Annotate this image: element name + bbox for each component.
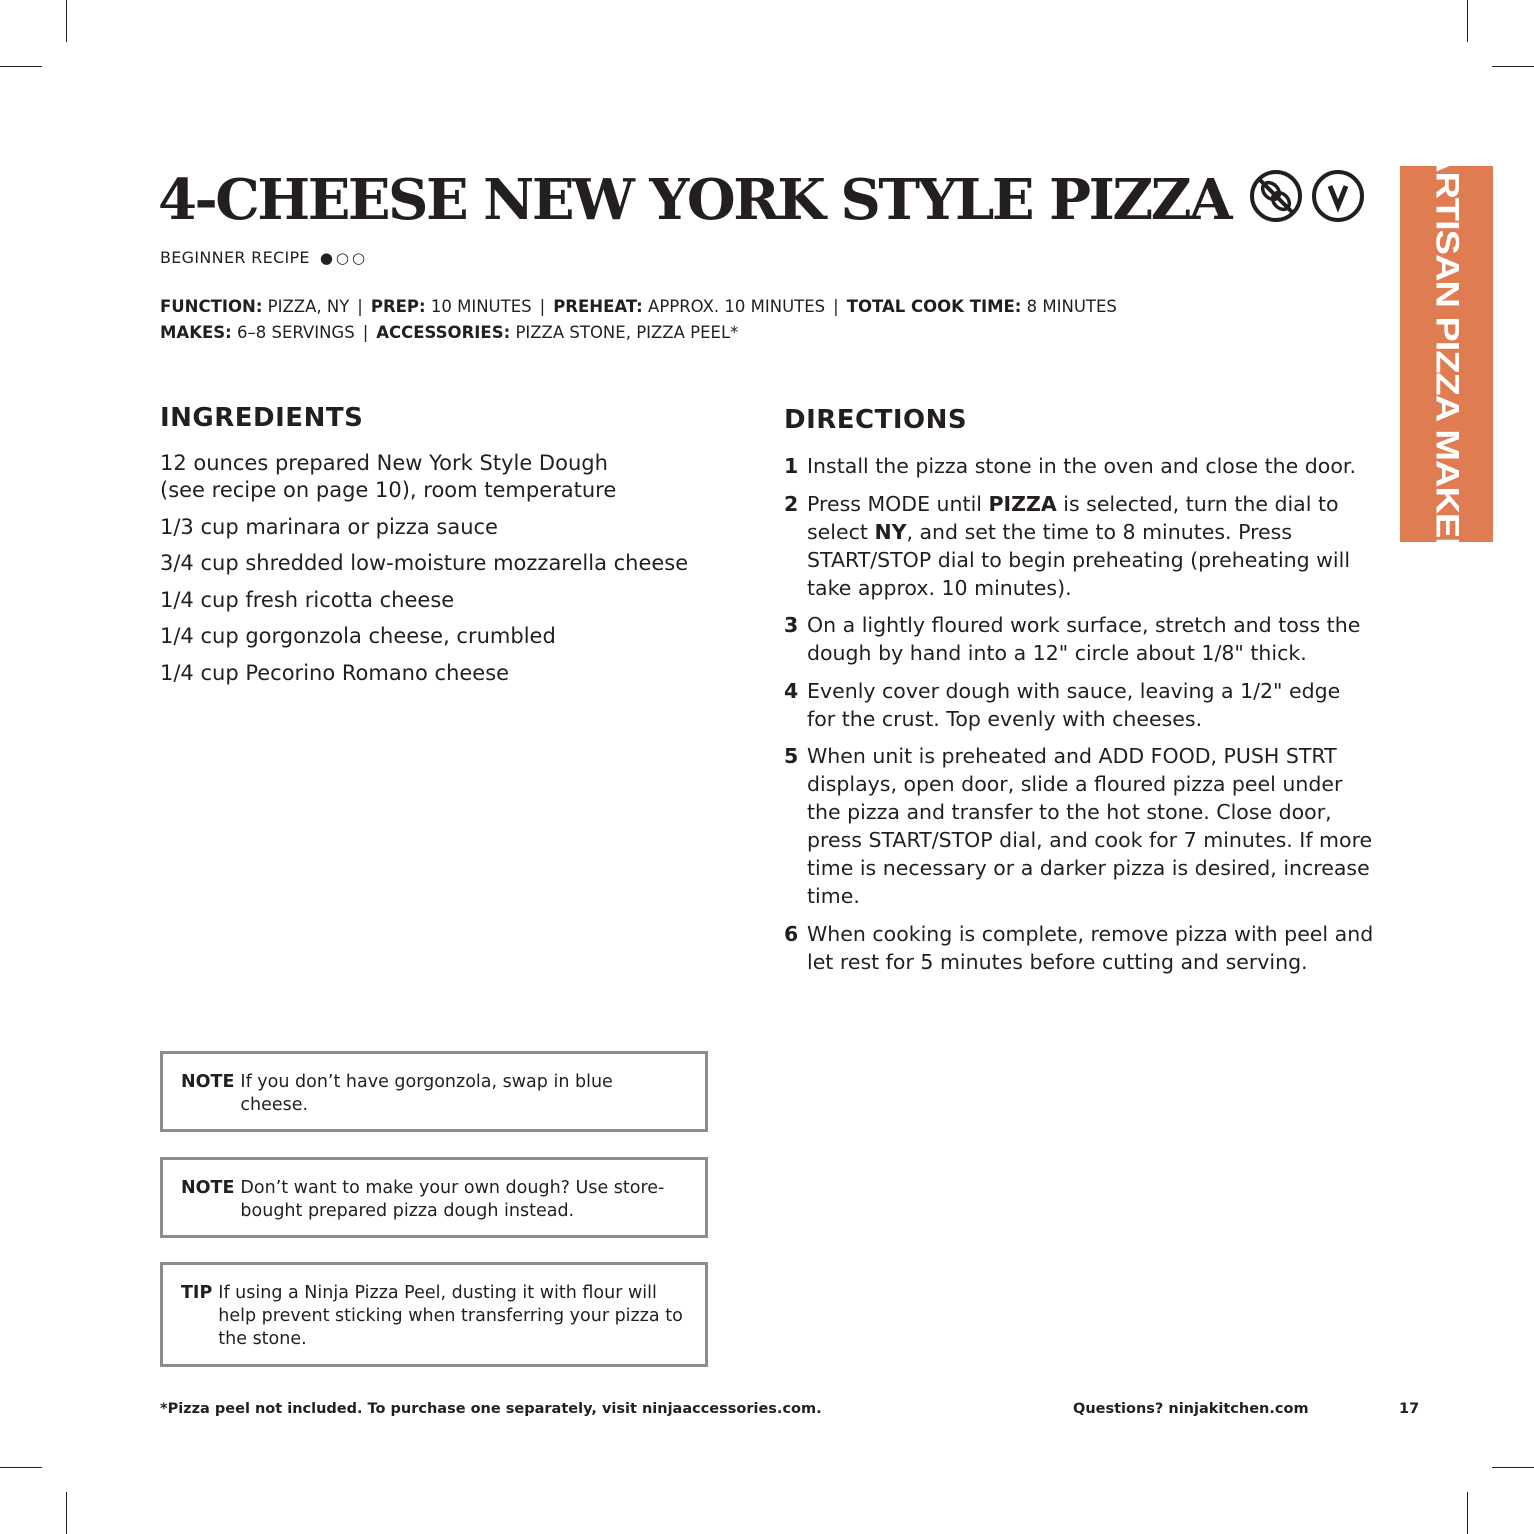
step-text-part: Press MODE until bbox=[807, 491, 989, 516]
preheat-label: PREHEAT: bbox=[553, 297, 643, 316]
section-tab-label: ARTISAN PIZZA MAKER bbox=[1428, 144, 1465, 564]
meta-separator: | bbox=[362, 323, 369, 342]
step-text: Evenly cover dough with sauce, leaving a 1/2" edge for the crust. Top evenly with cheeses. bbox=[807, 678, 1341, 731]
ingredient-item: 1/4 cup Pecorino Romano cheese bbox=[160, 660, 510, 685]
note-box bbox=[160, 1157, 708, 1238]
crop-mark bbox=[0, 1467, 42, 1468]
step-text: On a lightly floured work surface, stretch and toss the dough by hand into a 12" circle about 1/8" thick. bbox=[807, 613, 1361, 665]
note-label: NOTE bbox=[181, 1072, 235, 1092]
note-row bbox=[181, 1177, 685, 1223]
crop-mark bbox=[1467, 1492, 1468, 1534]
questions-link[interactable]: Questions? ninjakitchen.com bbox=[1073, 1401, 1309, 1417]
recipe-meta bbox=[160, 294, 1117, 346]
difficulty-level bbox=[160, 248, 368, 267]
difficulty-label: BEGINNER RECIPE bbox=[160, 248, 310, 267]
step-number: 1 bbox=[784, 454, 799, 478]
footnote: *Pizza peel not included. To purchase one separately, visit ninjaaccessories.com. bbox=[160, 1401, 822, 1417]
section-tab bbox=[1400, 144, 1493, 564]
direction-step bbox=[784, 742, 1374, 910]
tip-label: TIP bbox=[181, 1283, 213, 1303]
directions-list bbox=[784, 452, 1374, 985]
step-text: Install the pizza stone in the oven and close the door. bbox=[807, 454, 1356, 478]
step-number: 2 bbox=[784, 491, 799, 516]
direction-step bbox=[784, 490, 1374, 602]
cook-time-value: 8 MINUTES bbox=[1026, 297, 1117, 316]
preheat-value: APPROX. 10 MINUTES bbox=[648, 297, 826, 316]
makes-value: 6–8 SERVINGS bbox=[236, 323, 355, 342]
meta-line-2 bbox=[160, 320, 1117, 346]
vegetarian-icon bbox=[1310, 168, 1366, 224]
step-number: 5 bbox=[784, 744, 799, 768]
step-text bbox=[807, 490, 1374, 602]
directions-heading: DIRECTIONS bbox=[784, 405, 968, 435]
ingredient-item: 1/4 cup fresh ricotta cheese bbox=[160, 587, 455, 612]
function-value: PIZZA, NY bbox=[267, 297, 350, 316]
makes-label: MAKES: bbox=[160, 323, 232, 342]
step-text-part: , and set the time to 8 minutes. Press START/STOP dial to begin preheating (preheating will take approx. 10 minutes). bbox=[807, 519, 1351, 600]
difficulty-dots: ●○○ bbox=[319, 249, 369, 267]
note-text: If you don’t have gorgonzola, swap in blue cheese. bbox=[240, 1072, 613, 1115]
meta-separator: | bbox=[357, 297, 363, 316]
prep-value: 10 MINUTES bbox=[430, 297, 532, 316]
ingredients-list bbox=[160, 450, 740, 696]
ingredient-item: 12 ounces prepared New York Style Dough (see recipe on page 10), room temperature bbox=[160, 451, 617, 502]
ingredient-item: 3/4 cup shredded low-moisture mozzarella cheese bbox=[160, 551, 689, 575]
step-text: When unit is preheated and ADD FOOD, PUSH STRT displays, open door, slide a floured pizza peel under the pizza and transfer to the hot stone. Close door, press START/STOP dial, and cook for 7 minutes. If more time is necessary or a darker pizza is desired, increase time. bbox=[807, 744, 1373, 908]
ingredient-item: 1/4 cup gorgonzola cheese, crumbled bbox=[160, 624, 556, 648]
crop-mark bbox=[1492, 1467, 1534, 1468]
direction-step bbox=[784, 677, 1374, 733]
ingredient-item: 1/3 cup marinara or pizza sauce bbox=[160, 514, 498, 539]
tip-box bbox=[160, 1262, 708, 1367]
step-number: 3 bbox=[784, 613, 799, 637]
accessories-value: PIZZA STONE, PIZZA PEEL* bbox=[515, 323, 739, 342]
direction-step bbox=[784, 920, 1374, 976]
diet-badges bbox=[1248, 168, 1366, 224]
page-number: 17 bbox=[1399, 1401, 1420, 1417]
recipe-title: 4-CHEESE NEW YORK STYLE PIZZA bbox=[158, 167, 1231, 233]
crop-mark bbox=[1467, 0, 1468, 42]
meta-line-1 bbox=[160, 294, 1117, 320]
prep-label: PREP: bbox=[370, 297, 426, 316]
step-number: 4 bbox=[784, 678, 799, 703]
tip-text: If using a Ninja Pizza Peel, dusting it with flour will help prevent sticking when transferring your pizza to the stone. bbox=[218, 1283, 683, 1349]
note-box bbox=[160, 1051, 708, 1132]
note-row bbox=[181, 1071, 685, 1117]
accessories-label: ACCESSORIES: bbox=[376, 323, 511, 342]
crop-mark bbox=[66, 1492, 67, 1534]
meta-separator: | bbox=[539, 297, 546, 316]
step-number: 6 bbox=[784, 921, 799, 946]
step-text-part: is selected, turn the dial to select bbox=[807, 491, 1339, 544]
step-emphasis: NY bbox=[874, 519, 907, 544]
cook-time-label: TOTAL COOK TIME: bbox=[846, 297, 1022, 316]
crop-mark bbox=[0, 66, 42, 67]
ingredients-heading: INGREDIENTS bbox=[160, 403, 364, 433]
no-nuts-icon bbox=[1248, 168, 1304, 224]
note-row bbox=[181, 1282, 685, 1351]
note-text: Don’t want to make your own dough? Use store-bought prepared pizza dough instead. bbox=[240, 1178, 665, 1221]
step-emphasis: PIZZA bbox=[988, 491, 1057, 516]
function-label: FUNCTION: bbox=[160, 297, 263, 316]
step-text: When cooking is complete, remove pizza with peel and let rest for 5 minutes before cutting and serving. bbox=[807, 921, 1374, 974]
meta-separator: | bbox=[833, 297, 839, 316]
note-label: NOTE bbox=[181, 1178, 235, 1198]
direction-step bbox=[784, 452, 1374, 480]
crop-mark bbox=[1492, 66, 1534, 67]
crop-mark bbox=[66, 0, 67, 42]
direction-step bbox=[784, 611, 1374, 667]
